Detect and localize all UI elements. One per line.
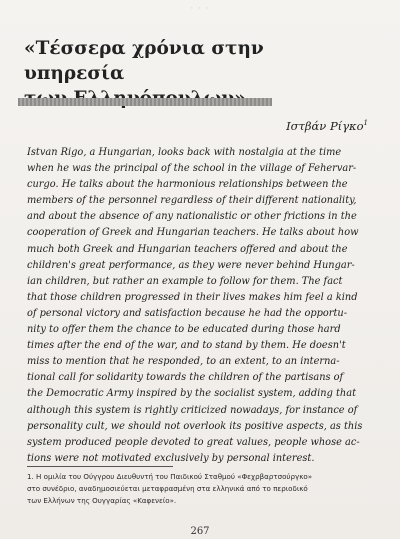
abstract-line: personality cult, we should not overlook its positive aspects, as this	[27, 420, 363, 432]
abstract-line: that those children progressed in their lives makes him feel a kind	[27, 291, 358, 303]
abstract-line: nity to offer them the chance to be educated during those hard	[27, 324, 341, 336]
footnote-line: 1. Η ομιλία του Ούγγρου Διευθυντή του Παιδικού Σταθμού «Φεχρβαρτσούργκο»	[27, 472, 313, 481]
abstract-line: of personal victory and satisfaction because he had the opportu-	[27, 307, 348, 319]
footnote-line: στο συνέδριο, αναδημοσιεύεται μεταφρασμένη στα ελληνικά από το περιοδικό	[27, 484, 308, 493]
abstract-line: ian children, but rather an example to follow for them. The fact	[27, 275, 343, 287]
abstract-line: tional call for solidarity towards the children of the partisans of	[27, 372, 344, 384]
abstract-line: system produced people devoted to great values, people whose ac-	[27, 436, 360, 448]
abstract-line: although this system is rightly criticized nowadays, for instance of	[27, 404, 358, 416]
abstract-line: times after the end of the war, and to stand by them. He doesn't	[27, 340, 346, 352]
abstract-line: members of the personnel regardless of their different nationality,	[27, 195, 357, 207]
footnote-line: των Ελλήνων της Ουγγαρίας «Καφενείο».	[27, 496, 177, 505]
footnote-separator	[27, 466, 173, 467]
abstract-line: curgo. He talks about the harmonious relationships between the	[27, 179, 348, 191]
footnote-marker: 1	[363, 119, 368, 128]
bleed-through-header: · · ·	[190, 4, 210, 14]
abstract-line: tions were not motivated exclusively by personal interest.	[27, 452, 315, 464]
abstract-line: children's great performance, as they were never behind Hungar-	[27, 259, 355, 271]
abstract-line: Istvan Rigo, a Hungarian, looks back with nostalgia at the time	[27, 147, 342, 158]
page-number: 267	[190, 526, 210, 537]
title-line: «Τέσσερα χρόνια στην υπηρεσία	[24, 38, 264, 84]
decorative-rule	[18, 98, 272, 106]
abstract-line: and about the absence of any nationalistic or other frictions in the	[27, 211, 357, 223]
abstract-paragraph	[27, 145, 371, 467]
abstract-line: miss to mention that he responded, to an extent, to an interna-	[27, 356, 340, 368]
abstract-line: when he was the principal of the school in the village of Fehervar-	[27, 163, 357, 175]
author-name: Ιστβάν Ρίγκο$^1$	[286, 119, 368, 133]
abstract-line: cooperation of Greek and Hungarian teachers. He talks about how	[27, 227, 359, 239]
abstract-line: the Democratic Army inspired by the socialist system, adding that	[27, 388, 357, 400]
footnote	[27, 471, 375, 507]
abstract-line: much both Greek and Hungarian teachers offered and about the	[27, 243, 348, 255]
